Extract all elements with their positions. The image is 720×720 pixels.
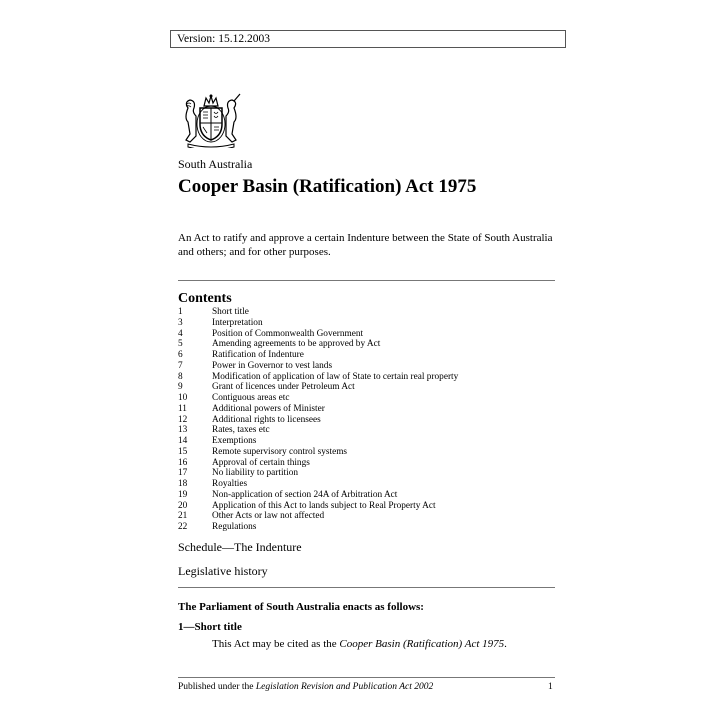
toc-item-label: Royalties — [212, 479, 248, 489]
toc-schedule[interactable]: Schedule—The Indenture — [178, 540, 302, 554]
toc-item-label: Non-application of section 24A of Arbitration Act — [212, 489, 398, 500]
toc-item-number: 6 — [178, 350, 183, 360]
footer-act-name: Legislation Revision and Publication Act 2002 — [255, 682, 434, 692]
toc-item-label: Regulations — [212, 522, 257, 532]
toc-item-number: 20 — [178, 500, 188, 511]
act-title: Cooper Basin (Ratification) Act 1975 — [178, 176, 477, 197]
long-title: An Act to ratify and approve a certain Indenture between the State of South Australia and others; and for other purposes. — [178, 232, 553, 258]
toc-item-number: 7 — [178, 360, 183, 371]
section-body-end: . — [504, 638, 507, 650]
toc-item-number: 1 — [178, 307, 183, 317]
toc-item-number: 4 — [178, 328, 183, 339]
toc-item-label: Modification of application of law of State to certain real property — [212, 371, 459, 382]
footer-published-text: Published under the — [178, 682, 256, 692]
toc-item-number: 12 — [178, 414, 188, 425]
toc-item[interactable] — [178, 382, 458, 393]
toc-item[interactable] — [178, 361, 458, 372]
footer-divider — [178, 677, 555, 678]
toc-item-label: Additional powers of Minister — [212, 403, 325, 414]
section-body-text: This Act may be cited as the — [212, 638, 340, 650]
toc-item-number: 15 — [178, 446, 188, 457]
section-body — [212, 638, 507, 650]
toc-item[interactable] — [178, 511, 458, 522]
toc-item[interactable] — [178, 372, 458, 383]
toc-item-number: 14 — [178, 436, 188, 446]
toc-item[interactable] — [178, 501, 458, 512]
toc-item[interactable] — [178, 522, 458, 533]
toc-item-label: Other Acts or law not affected — [212, 511, 325, 522]
toc-item-label: Approval of certain things — [212, 457, 310, 468]
toc-item-label: Power in Governor to vest lands — [212, 360, 333, 371]
toc-item-label: Additional rights to licensees — [212, 414, 321, 425]
toc-item[interactable] — [178, 350, 458, 361]
toc-item[interactable] — [178, 490, 458, 501]
toc-item[interactable] — [178, 458, 458, 469]
toc-item-label: Ratification of Indenture — [212, 350, 304, 360]
toc-item[interactable] — [178, 425, 458, 436]
toc-item[interactable] — [178, 468, 458, 479]
footer-published — [178, 682, 433, 692]
toc-item-label: Rates, taxes etc — [212, 425, 270, 436]
coat-of-arms-icon — [178, 92, 244, 148]
toc-item-label: No liability to partition — [212, 468, 298, 479]
contents-list — [178, 307, 458, 533]
toc-legislative-history[interactable]: Legislative history — [178, 564, 268, 578]
toc-item-label: Position of Commonwealth Government — [212, 328, 364, 339]
toc-item[interactable] — [178, 339, 458, 350]
section-heading: 1—Short title — [178, 621, 242, 633]
toc-item-number: 17 — [178, 468, 188, 479]
toc-item-label: Amending agreements to be approved by Act — [212, 339, 381, 350]
toc-item-number: 16 — [178, 457, 188, 468]
jurisdiction: South Australia — [178, 157, 253, 171]
toc-item[interactable] — [178, 318, 458, 329]
toc-item-number: 11 — [178, 403, 187, 414]
divider-bottom — [178, 587, 555, 588]
toc-item[interactable] — [178, 479, 458, 490]
toc-item[interactable] — [178, 436, 458, 447]
toc-item[interactable] — [178, 393, 458, 404]
toc-item-number: 18 — [178, 479, 188, 489]
toc-item-label: Contiguous areas etc — [212, 393, 290, 403]
toc-item-label: Exemptions — [212, 436, 257, 446]
divider-top — [178, 280, 555, 281]
toc-item[interactable] — [178, 415, 458, 426]
toc-item-number: 13 — [178, 425, 188, 436]
toc-item[interactable] — [178, 329, 458, 340]
contents-heading: Contents — [178, 291, 232, 306]
toc-item-number: 21 — [178, 511, 188, 522]
toc-item[interactable] — [178, 447, 458, 458]
page-number: 1 — [548, 682, 553, 692]
toc-item-label: Short title — [212, 307, 249, 317]
toc-item-number: 10 — [178, 393, 188, 403]
toc-item-label: Grant of licences under Petroleum Act — [212, 382, 355, 393]
act-citation: Cooper Basin (Ratification) Act 1975 — [339, 638, 505, 650]
toc-item-number: 8 — [178, 371, 183, 382]
toc-item-number: 19 — [178, 489, 188, 500]
toc-item[interactable] — [178, 307, 458, 318]
enacting-formula: The Parliament of South Australia enacts as follows: — [178, 601, 424, 613]
toc-item-number: 5 — [178, 339, 183, 350]
toc-item-number: 9 — [178, 382, 183, 393]
toc-item-label: Interpretation — [212, 317, 263, 328]
version-box — [170, 30, 566, 48]
version-label: Version: 15.12.2003 — [177, 33, 270, 45]
toc-item-label: Application of this Act to lands subject to Real Property Act — [212, 500, 436, 511]
toc-item-label: Remote supervisory control systems — [212, 446, 348, 457]
toc-item[interactable] — [178, 404, 458, 415]
toc-item-number: 3 — [178, 317, 183, 328]
toc-item-number: 22 — [178, 522, 188, 532]
